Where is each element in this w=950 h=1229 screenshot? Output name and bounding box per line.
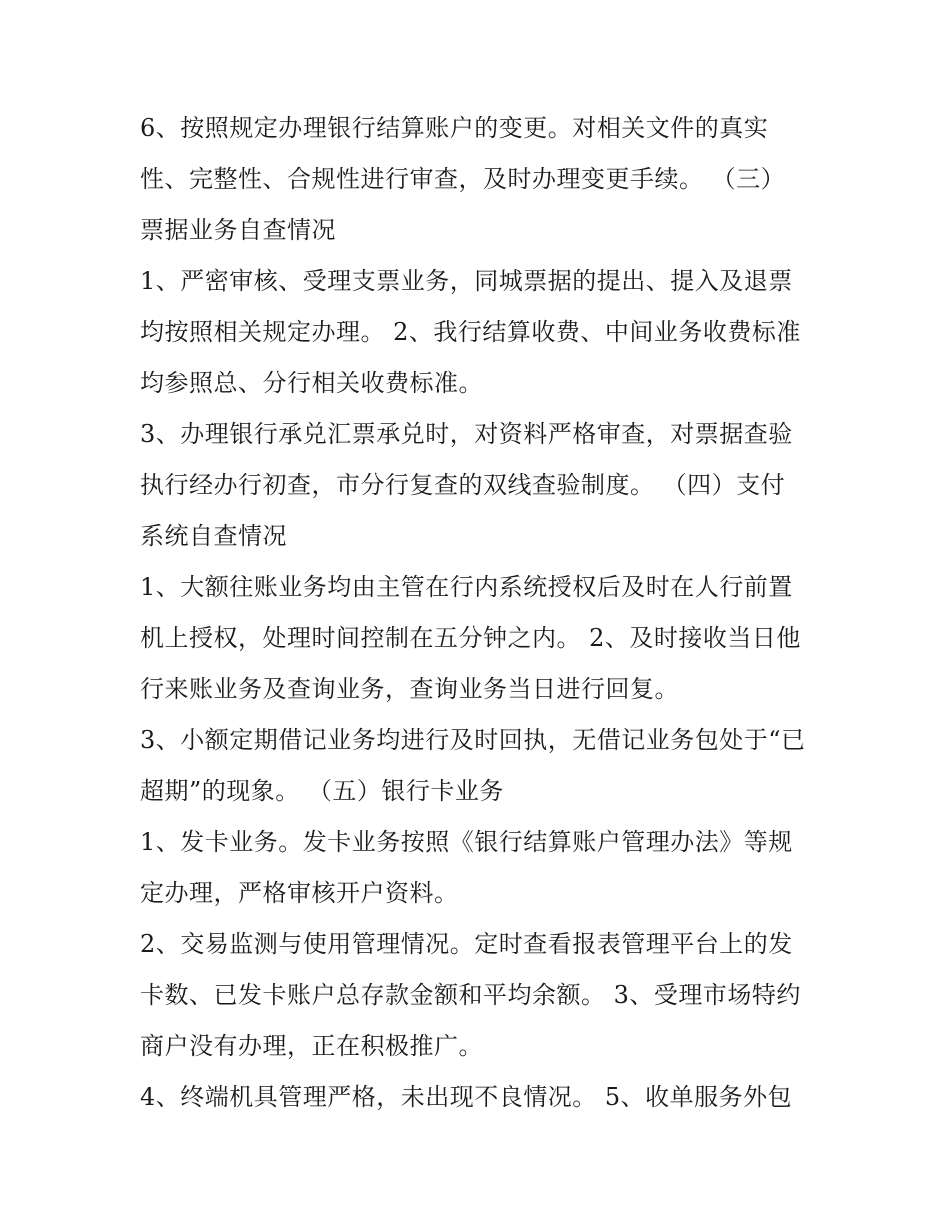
text-line: 1、发卡业务。发卡业务按照《银行结算账户管理办法》等规 <box>140 828 793 856</box>
text-line: 机上授权，处理时间控制在五分钟之内。 2、及时接收当日他 <box>140 624 801 652</box>
text-line: 3、小额定期借记业务均进行及时回执，无借记业务包处于“已 <box>140 726 806 754</box>
text-line: 行来账业务及查询业务，查询业务当日进行回复。 <box>140 675 679 703</box>
text-line: 卡数、已发卡账户总存款金额和平均余额。 3、受理市场特约 <box>140 981 801 1009</box>
text-line: 执行经办行初查，市分行复查的双线查验制度。 （四）支付 <box>140 471 786 499</box>
text-line: 均参照总、分行相关收费标准。 <box>140 369 483 397</box>
text-line: 超期”的现象。 （五）银行卡业务 <box>140 777 504 805</box>
text-line: 1、严密审核、受理支票业务，同城票据的提出、提入及退票 <box>140 267 793 295</box>
text-line: 2、交易监测与使用管理情况。定时查看报表管理平台上的发 <box>140 930 793 958</box>
text-line: 性、完整性、合规性进行审查，及时办理变更手续。 （三） <box>140 165 786 193</box>
text-line: 定办理，严格审核开户资料。 <box>140 879 459 907</box>
document-body <box>140 103 812 1123</box>
text-line: 6、按照规定办理银行结算账户的变更。对相关文件的真实 <box>140 114 769 142</box>
text-line: 票据业务自查情况 <box>140 216 336 244</box>
text-line: 系统自查情况 <box>140 522 287 550</box>
text-line: 1、大额往账业务均由主管在行内系统授权后及时在人行前置 <box>140 573 793 601</box>
text-line: 均按照相关规定办理。 2、我行结算收费、中间业务收费标准 <box>140 318 801 346</box>
text-line: 商户没有办理，正在积极推广。 <box>140 1032 483 1060</box>
text-line: 4、终端机具管理严格，未出现不良情况。 5、收单服务外包 <box>140 1083 793 1111</box>
text-line: 3、办理银行承兑汇票承兑时，对资料严格审查，对票据查验 <box>140 420 793 448</box>
